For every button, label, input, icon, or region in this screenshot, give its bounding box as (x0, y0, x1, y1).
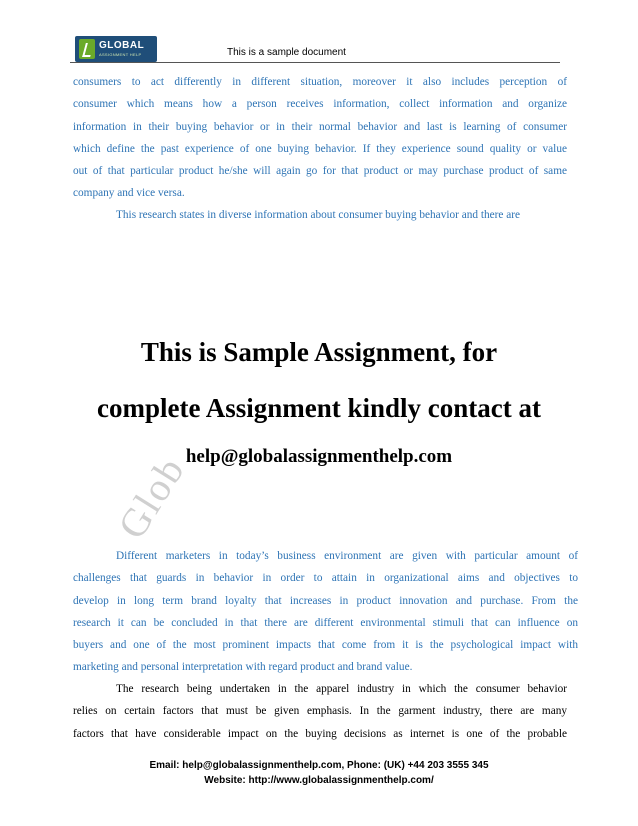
footer-contact: Email: help@globalassignmenthelp.com, Phone: (UK) +44 203 3555 345 (149, 760, 489, 771)
paragraph-line: buyers and one of the most prominent impacts that come from it is the psychological impact with (73, 639, 578, 652)
paragraph-line: Different marketers in today’s business environment are given with particular amount of (116, 550, 578, 562)
paragraph-line: relies on certain factors that must be given emphasis. In the garment industry, there are many (73, 705, 567, 718)
logo-line-2: ASSIGNMENT HELP (99, 52, 142, 57)
paragraph-line: marketing and personal interpretation with regard product and brand value. (73, 661, 413, 674)
paragraph-line: challenges that guards in behavior in order to attain in organizational aims and objectives to (73, 572, 578, 585)
logo-mark-icon (79, 39, 95, 59)
paragraph-2 (116, 204, 576, 226)
paragraph-4 (73, 678, 567, 745)
paragraph-line: consumer which means how a person receives information, collect information and organize (73, 98, 567, 111)
logo-line-1: GLOBAL (99, 40, 145, 51)
paragraph-line: research it can be concluded in that there are different environmental stimuli that can influence on (73, 616, 578, 629)
paragraph-line: information in their buying behavior or in their normal behavior and last is learning of consumer (73, 120, 567, 133)
paragraph-line: develop in long term brand loyalty that increases in product innovation and purchase. From the (73, 594, 578, 607)
header-divider (70, 62, 560, 63)
header-title: This is a sample document (227, 47, 346, 58)
paragraph-1 (73, 71, 567, 205)
paragraph-line: which define the past experience of one buying behavior. If they experience sound quality or value (73, 142, 567, 155)
sample-banner-line-1: This is Sample Assignment, for (140, 337, 498, 367)
watermark: Glob (108, 447, 194, 547)
contact-email: help@globalassignmenthelp.com (185, 446, 453, 467)
paragraph-line: This research states in diverse information about consumer buying behavior and there are (116, 209, 521, 221)
company-logo (75, 36, 157, 62)
paragraph-line: consumers to act differently in different situation, moreover it also includes perception of (73, 76, 567, 88)
paragraph-line: factors that have considerable impact on the buying decisions as internet is one of the probable (73, 727, 567, 740)
paragraph-line: company and vice versa. (73, 187, 185, 200)
footer-website: Website: http://www.globalassignmenthelp.com/ (204, 775, 434, 786)
sample-banner-line-2: complete Assignment kindly contact at (97, 393, 541, 423)
paragraph-line: out of that particular product he/she will again go for that product or may purchase product of same (73, 165, 567, 178)
paragraph-3 (73, 545, 578, 679)
logo-text (99, 41, 144, 57)
paragraph-line: The research being undertaken in the apparel industry in which the consumer behavior (116, 683, 567, 695)
